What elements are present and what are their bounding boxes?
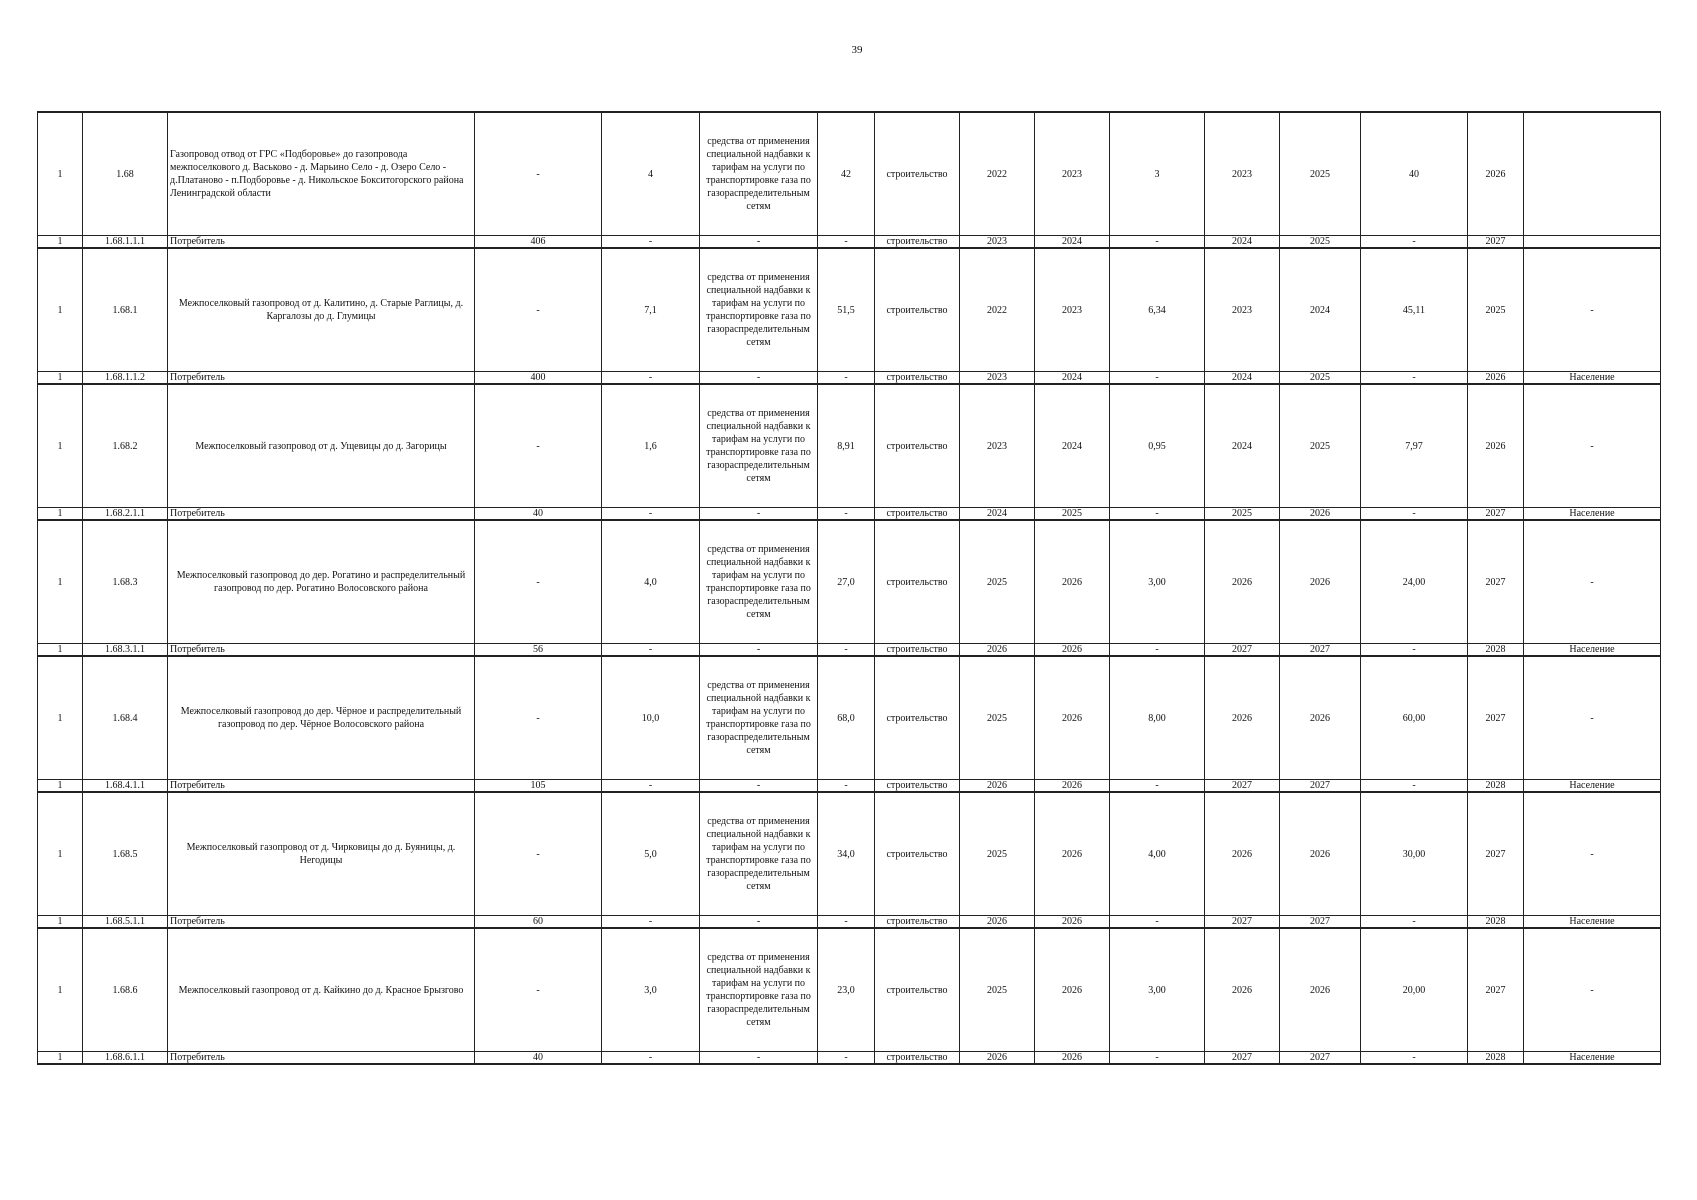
cell-length: 7,1	[602, 248, 700, 372]
cell-build-end: 2026	[1280, 792, 1361, 916]
cell-build-start: 2024	[1205, 236, 1280, 249]
cell-work-type: строительство	[875, 928, 960, 1052]
cell-consumers: 56	[475, 644, 602, 657]
cell-cost: 42	[818, 112, 875, 236]
cell-consumers: 60	[475, 916, 602, 929]
cell-build-end: 2027	[1280, 644, 1361, 657]
cell-funding-source: средства от применения специальной надбавки к тарифам на услуги по транспортировке газа по газораспределительным сетям	[700, 656, 818, 780]
cell-length: -	[602, 916, 700, 929]
table-row	[38, 928, 1661, 1052]
cell-consumers: 40	[475, 1052, 602, 1065]
cell-section: 1	[38, 520, 83, 644]
cell-design-start: 2025	[960, 928, 1035, 1052]
cell-code: 1.68.5	[83, 792, 168, 916]
cell-length: 10,0	[602, 656, 700, 780]
cell-object-name: Межпоселковый газопровод до дер. Чёрное и распределительный газопровод по дер. Чёрное Волосовского района	[168, 656, 475, 780]
cell-cost: -	[818, 372, 875, 385]
cell-design-cost: 4,00	[1110, 792, 1205, 916]
cell-code: 1.68.3.1.1	[83, 644, 168, 657]
cell-consumers: -	[475, 928, 602, 1052]
cell-commissioning: 2028	[1468, 1052, 1524, 1065]
cell-build-end: 2025	[1280, 384, 1361, 508]
table-row	[38, 384, 1661, 508]
gas-pipeline-table	[37, 111, 1661, 1065]
cell-build-cost: -	[1361, 644, 1468, 657]
cell-build-cost: 60,00	[1361, 656, 1468, 780]
cell-build-start: 2027	[1205, 644, 1280, 657]
cell-funding-source: средства от применения специальной надбавки к тарифам на услуги по транспортировке газа по газораспределительным сетям	[700, 792, 818, 916]
cell-design-start: 2023	[960, 384, 1035, 508]
cell-commissioning: 2026	[1468, 372, 1524, 385]
cell-length: -	[602, 236, 700, 249]
cell-build-end: 2027	[1280, 1052, 1361, 1065]
cell-build-cost: -	[1361, 372, 1468, 385]
cell-build-start: 2027	[1205, 1052, 1280, 1065]
cell-build-start: 2026	[1205, 656, 1280, 780]
cell-design-end: 2023	[1035, 112, 1110, 236]
table-row	[38, 520, 1661, 644]
cell-design-start: 2025	[960, 520, 1035, 644]
cell-code: 1.68.6	[83, 928, 168, 1052]
cell-category: Население	[1524, 508, 1661, 521]
table-row-consumer	[38, 508, 1661, 521]
cell-cost: 51,5	[818, 248, 875, 372]
cell-consumers: -	[475, 792, 602, 916]
cell-section: 1	[38, 928, 83, 1052]
cell-funding-source: средства от применения специальной надбавки к тарифам на услуги по транспортировке газа по газораспределительным сетям	[700, 520, 818, 644]
cell-work-type: строительство	[875, 780, 960, 793]
cell-length: 4	[602, 112, 700, 236]
cell-commissioning: 2027	[1468, 508, 1524, 521]
cell-build-end: 2025	[1280, 372, 1361, 385]
cell-funding-source: -	[700, 236, 818, 249]
cell-work-type: строительство	[875, 372, 960, 385]
cell-length: 3,0	[602, 928, 700, 1052]
cell-funding-source: -	[700, 644, 818, 657]
cell-work-type: строительство	[875, 112, 960, 236]
cell-consumers: -	[475, 520, 602, 644]
cell-cost: -	[818, 508, 875, 521]
cell-length: -	[602, 372, 700, 385]
cell-design-start: 2026	[960, 644, 1035, 657]
cell-object-name: Межпоселковый газопровод от д. Кайкино до д. Красное Брызгово	[168, 928, 475, 1052]
cell-code: 1.68.1.1.2	[83, 372, 168, 385]
cell-section: 1	[38, 916, 83, 929]
cell-design-cost: -	[1110, 644, 1205, 657]
cell-object-name: Потребитель	[168, 916, 475, 929]
cell-section: 1	[38, 508, 83, 521]
cell-category: -	[1524, 656, 1661, 780]
cell-category: -	[1524, 928, 1661, 1052]
cell-funding-source: средства от применения специальной надбавки к тарифам на услуги по транспортировке газа по газораспределительным сетям	[700, 928, 818, 1052]
cell-build-end: 2025	[1280, 236, 1361, 249]
cell-build-start: 2026	[1205, 928, 1280, 1052]
cell-code: 1.68.1	[83, 248, 168, 372]
cell-commissioning: 2028	[1468, 644, 1524, 657]
cell-section: 1	[38, 644, 83, 657]
cell-category: -	[1524, 520, 1661, 644]
cell-design-end: 2023	[1035, 248, 1110, 372]
cell-build-start: 2026	[1205, 792, 1280, 916]
cell-build-start: 2027	[1205, 916, 1280, 929]
cell-work-type: строительство	[875, 644, 960, 657]
cell-category: -	[1524, 792, 1661, 916]
cell-build-cost: 7,97	[1361, 384, 1468, 508]
cell-work-type: строительство	[875, 1052, 960, 1065]
cell-build-cost: -	[1361, 780, 1468, 793]
cell-commissioning: 2026	[1468, 112, 1524, 236]
cell-design-end: 2025	[1035, 508, 1110, 521]
cell-design-end: 2026	[1035, 520, 1110, 644]
cell-commissioning: 2028	[1468, 916, 1524, 929]
cell-design-start: 2025	[960, 656, 1035, 780]
table-row-consumer	[38, 780, 1661, 793]
cell-object-name: Газопровод отвод от ГРС «Подборовье» до газопровода межпоселкового д. Васьково - д. Марьино Село - д. Озеро Село - д.Платаново - п.Подборовье - д. Никольское Бокситогорского района Ленинградской области	[168, 112, 475, 236]
cell-design-end: 2024	[1035, 372, 1110, 385]
cell-code: 1.68.2	[83, 384, 168, 508]
cell-length: -	[602, 508, 700, 521]
cell-object-name: Межпоселковый газопровод от д. Ущевицы до д. Загорицы	[168, 384, 475, 508]
cell-design-end: 2026	[1035, 644, 1110, 657]
cell-consumers: 40	[475, 508, 602, 521]
cell-code: 1.68	[83, 112, 168, 236]
cell-build-cost: 30,00	[1361, 792, 1468, 916]
cell-design-start: 2023	[960, 236, 1035, 249]
cell-funding-source: -	[700, 1052, 818, 1065]
cell-length: 4,0	[602, 520, 700, 644]
cell-commissioning: 2027	[1468, 236, 1524, 249]
cell-build-cost: -	[1361, 1052, 1468, 1065]
cell-section: 1	[38, 248, 83, 372]
cell-consumers: 105	[475, 780, 602, 793]
cell-consumers: 406	[475, 236, 602, 249]
cell-build-start: 2025	[1205, 508, 1280, 521]
cell-length: 1,6	[602, 384, 700, 508]
table-row	[38, 792, 1661, 916]
cell-category: Население	[1524, 372, 1661, 385]
cell-build-cost: -	[1361, 916, 1468, 929]
cell-object-name: Потребитель	[168, 1052, 475, 1065]
cell-code: 1.68.5.1.1	[83, 916, 168, 929]
cell-build-cost: -	[1361, 236, 1468, 249]
cell-category: Население	[1524, 916, 1661, 929]
cell-build-end: 2024	[1280, 248, 1361, 372]
cell-category: Население	[1524, 780, 1661, 793]
cell-commissioning: 2027	[1468, 656, 1524, 780]
cell-design-end: 2026	[1035, 656, 1110, 780]
cell-section: 1	[38, 792, 83, 916]
cell-work-type: строительство	[875, 236, 960, 249]
cell-design-cost: 3	[1110, 112, 1205, 236]
cell-design-end: 2026	[1035, 928, 1110, 1052]
cell-build-end: 2027	[1280, 916, 1361, 929]
cell-design-cost: -	[1110, 916, 1205, 929]
cell-object-name: Потребитель	[168, 644, 475, 657]
cell-build-end: 2026	[1280, 520, 1361, 644]
cell-section: 1	[38, 780, 83, 793]
cell-work-type: строительство	[875, 508, 960, 521]
cell-design-cost: 0,95	[1110, 384, 1205, 508]
cell-commissioning: 2026	[1468, 384, 1524, 508]
table-row-consumer	[38, 644, 1661, 657]
cell-section: 1	[38, 112, 83, 236]
cell-category: -	[1524, 384, 1661, 508]
cell-build-end: 2026	[1280, 928, 1361, 1052]
cell-commissioning: 2027	[1468, 520, 1524, 644]
cell-commissioning: 2027	[1468, 792, 1524, 916]
cell-object-name: Межпоселковый газопровод до дер. Рогатино и распределительный газопровод по дер. Рогатино Волосовского района	[168, 520, 475, 644]
table-row-consumer	[38, 1052, 1661, 1065]
cell-design-start: 2024	[960, 508, 1035, 521]
cell-category	[1524, 236, 1661, 249]
cell-length: -	[602, 1052, 700, 1065]
cell-design-end: 2024	[1035, 236, 1110, 249]
cell-build-cost: 40	[1361, 112, 1468, 236]
cell-design-cost: -	[1110, 1052, 1205, 1065]
cell-design-start: 2026	[960, 780, 1035, 793]
cell-funding-source: средства от применения специальной надбавки к тарифам на услуги по транспортировке газа по газораспределительным сетям	[700, 384, 818, 508]
table-row	[38, 656, 1661, 780]
table-row	[38, 248, 1661, 372]
cell-build-cost: 20,00	[1361, 928, 1468, 1052]
cell-funding-source: средства от применения специальной надбавки к тарифам на услуги по транспортировке газа по газораспределительным сетям	[700, 112, 818, 236]
cell-funding-source: средства от применения специальной надбавки к тарифам на услуги по транспортировке газа по газораспределительным сетям	[700, 248, 818, 372]
cell-build-start: 2023	[1205, 248, 1280, 372]
cell-commissioning: 2028	[1468, 780, 1524, 793]
cell-consumers: 400	[475, 372, 602, 385]
cell-cost: 27,0	[818, 520, 875, 644]
cell-object-name: Межпоселковый газопровод от д. Калитино, д. Старые Раглицы, д. Каргалозы до д. Глумицы	[168, 248, 475, 372]
cell-cost: 23,0	[818, 928, 875, 1052]
cell-length: 5,0	[602, 792, 700, 916]
cell-object-name: Потребитель	[168, 780, 475, 793]
cell-design-end: 2026	[1035, 780, 1110, 793]
cell-object-name: Потребитель	[168, 372, 475, 385]
cell-object-name: Межпоселковый газопровод от д. Чирковицы до д. Буяницы, д. Негодицы	[168, 792, 475, 916]
cell-build-start: 2024	[1205, 384, 1280, 508]
cell-section: 1	[38, 1052, 83, 1065]
cell-section: 1	[38, 384, 83, 508]
cell-cost: -	[818, 236, 875, 249]
cell-cost: -	[818, 916, 875, 929]
cell-design-cost: 3,00	[1110, 928, 1205, 1052]
table-row-consumer	[38, 372, 1661, 385]
cell-cost: -	[818, 1052, 875, 1065]
cell-design-cost: 6,34	[1110, 248, 1205, 372]
cell-object-name: Потребитель	[168, 236, 475, 249]
cell-design-cost: -	[1110, 236, 1205, 249]
cell-build-start: 2026	[1205, 520, 1280, 644]
cell-cost: -	[818, 644, 875, 657]
cell-build-start: 2027	[1205, 780, 1280, 793]
cell-code: 1.68.4.1.1	[83, 780, 168, 793]
cell-work-type: строительство	[875, 384, 960, 508]
cell-length: -	[602, 780, 700, 793]
cell-consumers: -	[475, 112, 602, 236]
cell-consumers: -	[475, 248, 602, 372]
cell-section: 1	[38, 656, 83, 780]
cell-cost: 34,0	[818, 792, 875, 916]
cell-work-type: строительство	[875, 792, 960, 916]
cell-build-cost: -	[1361, 508, 1468, 521]
cell-design-start: 2022	[960, 112, 1035, 236]
cell-design-cost: -	[1110, 780, 1205, 793]
cell-build-end: 2025	[1280, 112, 1361, 236]
cell-category: -	[1524, 248, 1661, 372]
cell-build-cost: 24,00	[1361, 520, 1468, 644]
cell-code: 1.68.6.1.1	[83, 1052, 168, 1065]
cell-design-end: 2026	[1035, 1052, 1110, 1065]
cell-object-name: Потребитель	[168, 508, 475, 521]
cell-work-type: строительство	[875, 248, 960, 372]
table-row	[38, 112, 1661, 236]
cell-build-end: 2026	[1280, 656, 1361, 780]
cell-design-end: 2024	[1035, 384, 1110, 508]
cell-code: 1.68.2.1.1	[83, 508, 168, 521]
cell-length: -	[602, 644, 700, 657]
cell-consumers: -	[475, 384, 602, 508]
cell-section: 1	[38, 236, 83, 249]
cell-cost: 8,91	[818, 384, 875, 508]
cell-commissioning: 2027	[1468, 928, 1524, 1052]
cell-build-start: 2023	[1205, 112, 1280, 236]
cell-cost: 68,0	[818, 656, 875, 780]
cell-design-cost: -	[1110, 372, 1205, 385]
cell-commissioning: 2025	[1468, 248, 1524, 372]
cell-design-end: 2026	[1035, 792, 1110, 916]
cell-design-cost: -	[1110, 508, 1205, 521]
table-row-consumer	[38, 236, 1661, 249]
cell-funding-source: -	[700, 780, 818, 793]
cell-cost: -	[818, 780, 875, 793]
cell-design-start: 2026	[960, 1052, 1035, 1065]
cell-design-start: 2025	[960, 792, 1035, 916]
cell-code: 1.68.4	[83, 656, 168, 780]
cell-code: 1.68.3	[83, 520, 168, 644]
cell-section: 1	[38, 372, 83, 385]
cell-build-end: 2027	[1280, 780, 1361, 793]
cell-funding-source: -	[700, 372, 818, 385]
cell-build-start: 2024	[1205, 372, 1280, 385]
cell-design-start: 2023	[960, 372, 1035, 385]
cell-category	[1524, 112, 1661, 236]
cell-design-start: 2026	[960, 916, 1035, 929]
cell-work-type: строительство	[875, 916, 960, 929]
cell-consumers: -	[475, 656, 602, 780]
cell-category: Население	[1524, 1052, 1661, 1065]
cell-work-type: строительство	[875, 656, 960, 780]
cell-work-type: строительство	[875, 520, 960, 644]
cell-funding-source: -	[700, 508, 818, 521]
cell-category: Население	[1524, 644, 1661, 657]
cell-design-end: 2026	[1035, 916, 1110, 929]
page-number: 39	[851, 44, 863, 56]
cell-funding-source: -	[700, 916, 818, 929]
cell-design-cost: 8,00	[1110, 656, 1205, 780]
cell-build-cost: 45,11	[1361, 248, 1468, 372]
table-row-consumer	[38, 916, 1661, 929]
cell-code: 1.68.1.1.1	[83, 236, 168, 249]
cell-design-start: 2022	[960, 248, 1035, 372]
cell-build-end: 2026	[1280, 508, 1361, 521]
cell-design-cost: 3,00	[1110, 520, 1205, 644]
